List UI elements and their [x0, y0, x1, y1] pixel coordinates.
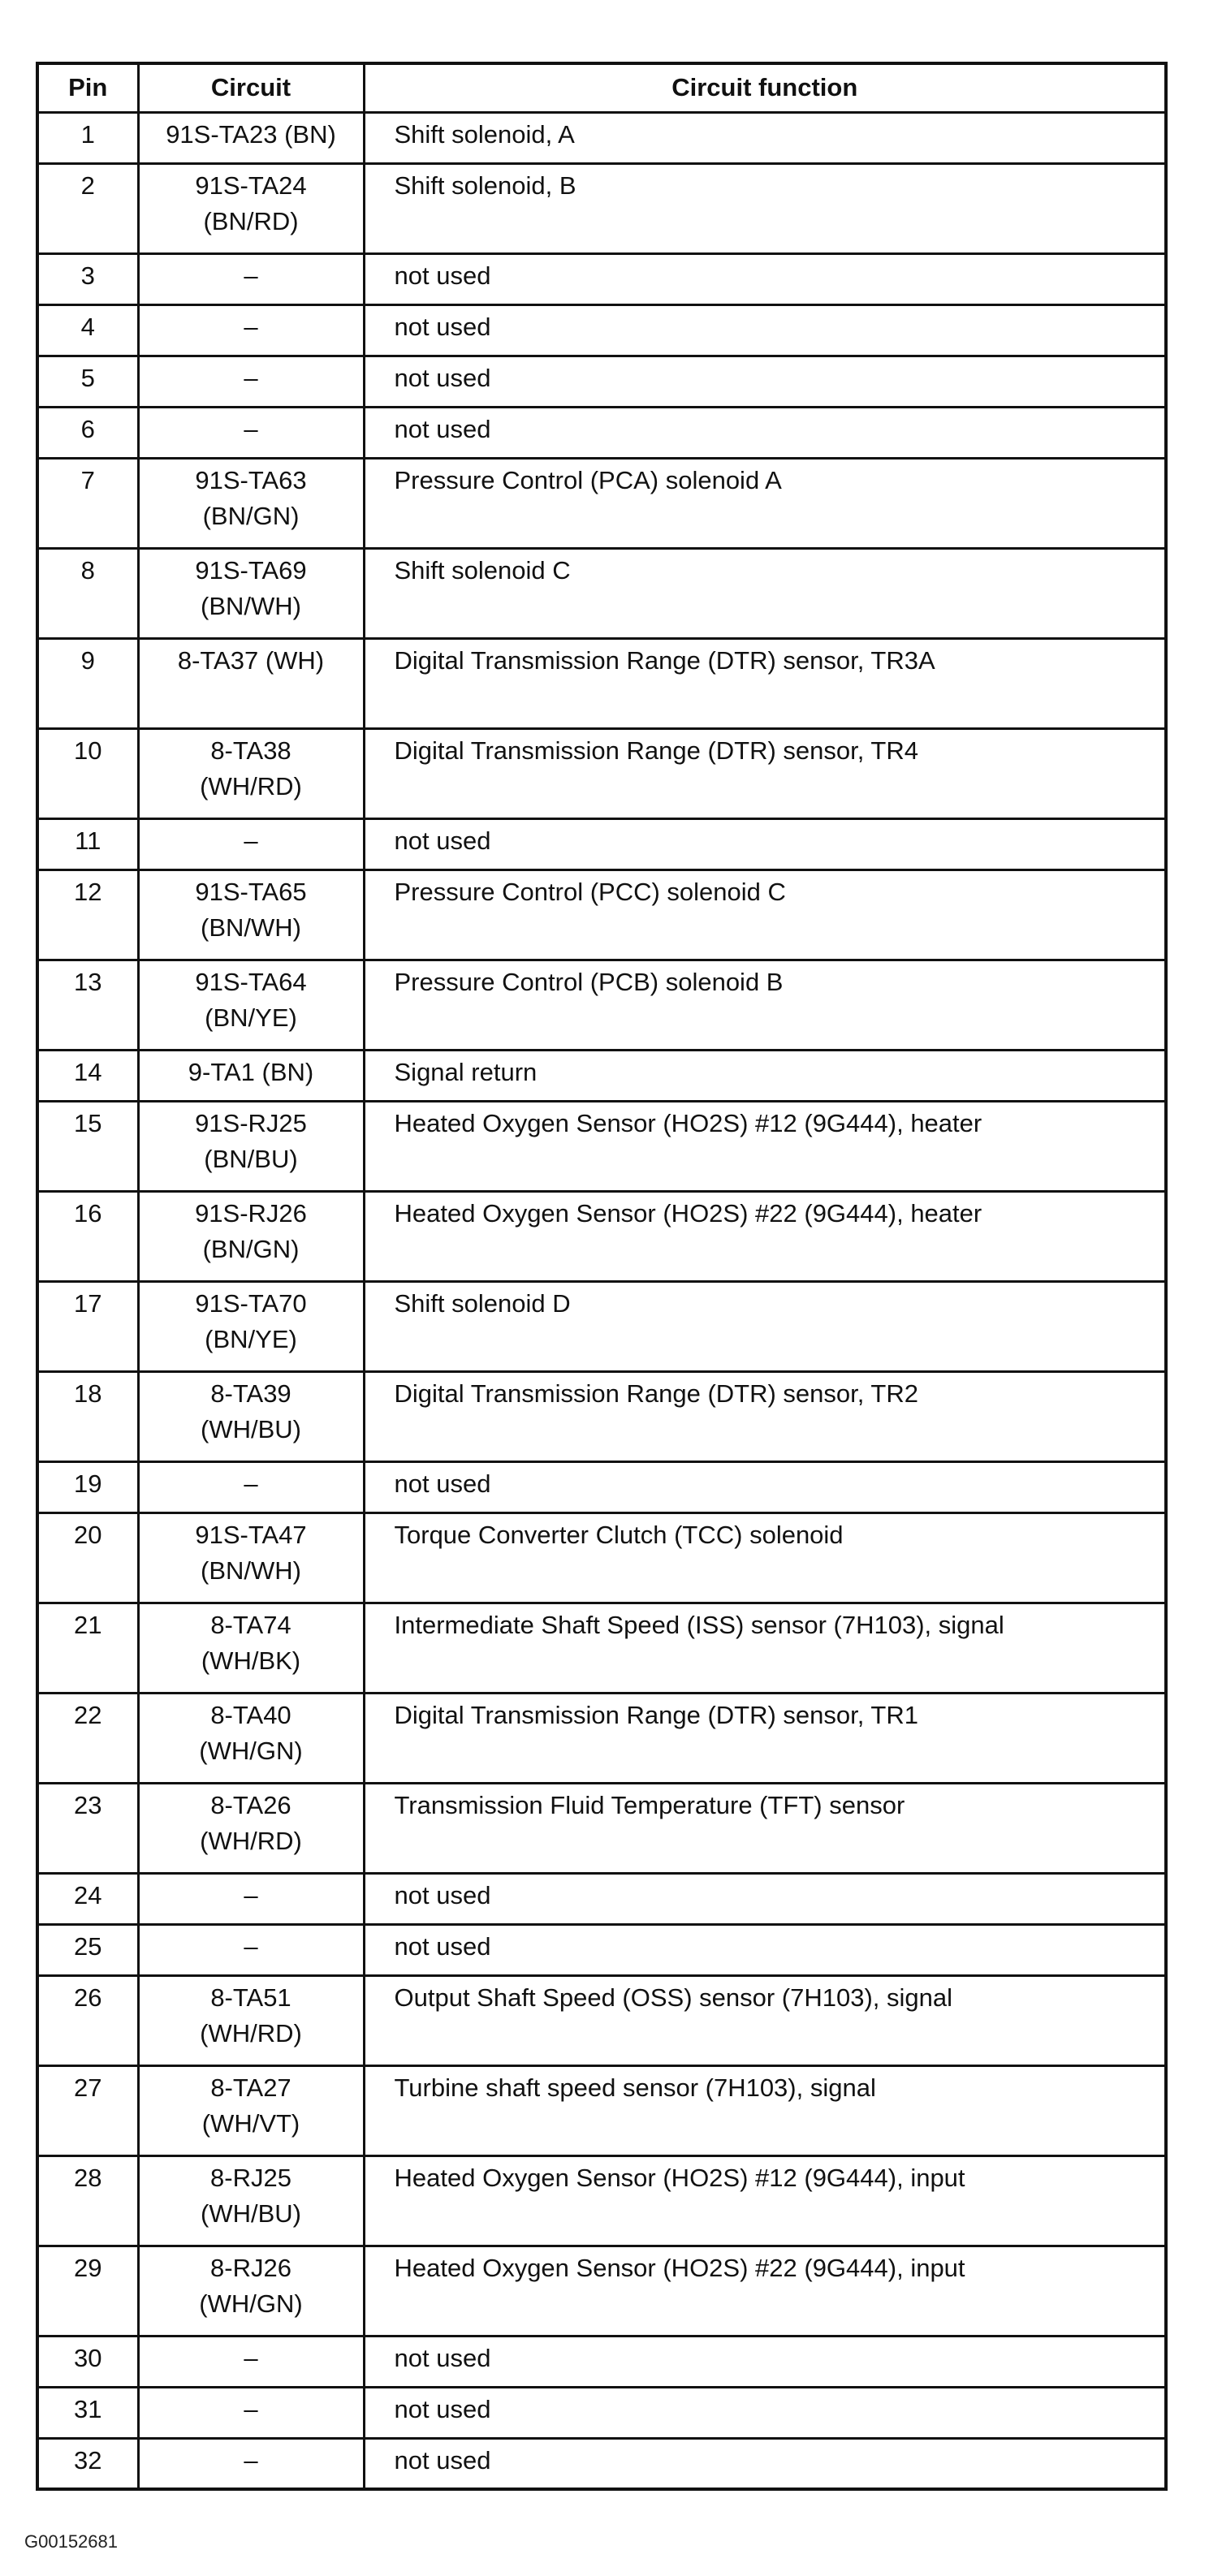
- circuit-cell: 8-TA27 (WH/VT): [138, 2065, 364, 2155]
- table-row: [37, 1873, 1166, 1924]
- pin-number-cell: 29: [37, 2246, 138, 2336]
- table-row: [37, 163, 1166, 253]
- circuit-cell: 8-TA26 (WH/RD): [138, 1783, 364, 1873]
- circuit-cell: –: [138, 1873, 364, 1924]
- table-row: [37, 2438, 1166, 2489]
- circuit-function-cell: Shift solenoid, B: [364, 163, 1166, 253]
- pin-number-cell: 24: [37, 1873, 138, 1924]
- circuit-cell: 8-TA51 (WH/RD): [138, 1975, 364, 2065]
- table-row: [37, 407, 1166, 458]
- table-row: [37, 2387, 1166, 2438]
- table-row: [37, 2336, 1166, 2387]
- table-row: [37, 1693, 1166, 1783]
- table-row: [37, 2155, 1166, 2246]
- circuit-cell: 91S-RJ25 (BN/BU): [138, 1101, 364, 1191]
- circuit-cell: 8-RJ25 (WH/BU): [138, 2155, 364, 2246]
- circuit-cell: –: [138, 304, 364, 356]
- header-pin: Pin: [37, 63, 138, 112]
- pin-number-cell: 17: [37, 1281, 138, 1371]
- circuit-function-cell: Pressure Control (PCA) solenoid A: [364, 458, 1166, 548]
- table-row: [37, 1101, 1166, 1191]
- circuit-cell: –: [138, 818, 364, 869]
- connector-pin-table: [36, 62, 1168, 2491]
- circuit-function-cell: Heated Oxygen Sensor (HO2S) #22 (9G444), input: [364, 2246, 1166, 2336]
- header-circuit: Circuit: [138, 63, 364, 112]
- circuit-cell: 8-TA39 (WH/BU): [138, 1371, 364, 1461]
- pin-number-cell: 19: [37, 1461, 138, 1512]
- table-row: [37, 2065, 1166, 2155]
- circuit-function-cell: not used: [364, 2387, 1166, 2438]
- pin-number-cell: 28: [37, 2155, 138, 2246]
- table-row: [37, 728, 1166, 818]
- pin-number-cell: 15: [37, 1101, 138, 1191]
- circuit-function-cell: Heated Oxygen Sensor (HO2S) #22 (9G444), heater: [364, 1191, 1166, 1281]
- table-row: [37, 638, 1166, 728]
- circuit-function-cell: Heated Oxygen Sensor (HO2S) #12 (9G444), heater: [364, 1101, 1166, 1191]
- pin-number-cell: 5: [37, 356, 138, 407]
- circuit-cell: 9-TA1 (BN): [138, 1050, 364, 1101]
- circuit-cell: 91S-TA70 (BN/YE): [138, 1281, 364, 1371]
- table-row: [37, 1512, 1166, 1603]
- circuit-function-cell: Heated Oxygen Sensor (HO2S) #12 (9G444), input: [364, 2155, 1166, 2246]
- table-row: [37, 960, 1166, 1050]
- circuit-function-cell: not used: [364, 407, 1166, 458]
- pin-number-cell: 4: [37, 304, 138, 356]
- table-row: [37, 1975, 1166, 2065]
- pin-number-cell: 11: [37, 818, 138, 869]
- table-row: [37, 1603, 1166, 1693]
- pin-number-cell: 3: [37, 253, 138, 304]
- circuit-function-cell: Digital Transmission Range (DTR) sensor, TR2: [364, 1371, 1166, 1461]
- pin-number-cell: 25: [37, 1924, 138, 1975]
- pin-number-cell: 21: [37, 1603, 138, 1693]
- circuit-function-cell: Signal return: [364, 1050, 1166, 1101]
- pin-number-cell: 27: [37, 2065, 138, 2155]
- pin-number-cell: 23: [37, 1783, 138, 1873]
- circuit-cell: 8-TA37 (WH): [138, 638, 364, 728]
- circuit-function-cell: Transmission Fluid Temperature (TFT) sensor: [364, 1783, 1166, 1873]
- table-row: [37, 1191, 1166, 1281]
- circuit-cell: 8-TA74 (WH/BK): [138, 1603, 364, 1693]
- pin-number-cell: 20: [37, 1512, 138, 1603]
- circuit-cell: 8-TA40 (WH/GN): [138, 1693, 364, 1783]
- circuit-function-cell: Digital Transmission Range (DTR) sensor, TR4: [364, 728, 1166, 818]
- pin-number-cell: 31: [37, 2387, 138, 2438]
- pin-number-cell: 10: [37, 728, 138, 818]
- table-row: [37, 253, 1166, 304]
- circuit-function-cell: not used: [364, 253, 1166, 304]
- table-row: [37, 356, 1166, 407]
- table-row: [37, 869, 1166, 960]
- table-row: [37, 1924, 1166, 1975]
- table-row: [37, 1281, 1166, 1371]
- circuit-function-cell: Digital Transmission Range (DTR) sensor, TR1: [364, 1693, 1166, 1783]
- circuit-cell: 91S-RJ26 (BN/GN): [138, 1191, 364, 1281]
- circuit-function-cell: Shift solenoid, A: [364, 112, 1166, 163]
- table-row: [37, 548, 1166, 638]
- circuit-function-cell: Torque Converter Clutch (TCC) solenoid: [364, 1512, 1166, 1603]
- circuit-cell: 91S-TA63 (BN/GN): [138, 458, 364, 548]
- circuit-function-cell: not used: [364, 304, 1166, 356]
- circuit-function-cell: Shift solenoid D: [364, 1281, 1166, 1371]
- circuit-cell: 91S-TA69 (BN/WH): [138, 548, 364, 638]
- circuit-function-cell: Turbine shaft speed sensor (7H103), signal: [364, 2065, 1166, 2155]
- pin-number-cell: 1: [37, 112, 138, 163]
- pin-number-cell: 14: [37, 1050, 138, 1101]
- circuit-cell: –: [138, 407, 364, 458]
- circuit-function-cell: not used: [364, 1924, 1166, 1975]
- circuit-function-cell: Digital Transmission Range (DTR) sensor, TR3A: [364, 638, 1166, 728]
- table-body: [37, 112, 1166, 2489]
- header-circuit-function: Circuit function: [364, 63, 1166, 112]
- pin-number-cell: 32: [37, 2438, 138, 2489]
- circuit-cell: –: [138, 2387, 364, 2438]
- circuit-cell: –: [138, 1924, 364, 1975]
- circuit-cell: –: [138, 356, 364, 407]
- pin-number-cell: 6: [37, 407, 138, 458]
- pin-number-cell: 2: [37, 163, 138, 253]
- circuit-cell: –: [138, 2336, 364, 2387]
- table-row: [37, 1050, 1166, 1101]
- table-row: [37, 304, 1166, 356]
- pin-number-cell: 26: [37, 1975, 138, 2065]
- figure-id-label: G00152681: [24, 2531, 118, 2552]
- circuit-function-cell: Shift solenoid C: [364, 548, 1166, 638]
- circuit-function-cell: not used: [364, 818, 1166, 869]
- pin-number-cell: 16: [37, 1191, 138, 1281]
- pin-number-cell: 8: [37, 548, 138, 638]
- pin-number-cell: 9: [37, 638, 138, 728]
- table-row: [37, 818, 1166, 869]
- circuit-cell: 91S-TA23 (BN): [138, 112, 364, 163]
- pin-number-cell: 13: [37, 960, 138, 1050]
- table-row: [37, 1371, 1166, 1461]
- circuit-cell: 8-TA38 (WH/RD): [138, 728, 364, 818]
- circuit-function-cell: not used: [364, 1461, 1166, 1512]
- circuit-cell: 91S-TA47 (BN/WH): [138, 1512, 364, 1603]
- table-row: [37, 1783, 1166, 1873]
- circuit-function-cell: Pressure Control (PCC) solenoid C: [364, 869, 1166, 960]
- circuit-cell: 91S-TA24 (BN/RD): [138, 163, 364, 253]
- pin-number-cell: 12: [37, 869, 138, 960]
- circuit-function-cell: not used: [364, 1873, 1166, 1924]
- table-row: [37, 2246, 1166, 2336]
- table-row: [37, 458, 1166, 548]
- circuit-cell: –: [138, 1461, 364, 1512]
- table-row: [37, 112, 1166, 163]
- circuit-function-cell: Pressure Control (PCB) solenoid B: [364, 960, 1166, 1050]
- table-row: [37, 1461, 1166, 1512]
- circuit-function-cell: not used: [364, 2336, 1166, 2387]
- circuit-function-cell: not used: [364, 2438, 1166, 2489]
- circuit-function-cell: Intermediate Shaft Speed (ISS) sensor (7H103), signal: [364, 1603, 1166, 1693]
- circuit-cell: –: [138, 253, 364, 304]
- pin-number-cell: 7: [37, 458, 138, 548]
- table-header-row: [37, 63, 1166, 112]
- pin-number-cell: 22: [37, 1693, 138, 1783]
- pin-number-cell: 18: [37, 1371, 138, 1461]
- circuit-cell: 8-RJ26 (WH/GN): [138, 2246, 364, 2336]
- pin-number-cell: 30: [37, 2336, 138, 2387]
- circuit-cell: –: [138, 2438, 364, 2489]
- circuit-function-cell: not used: [364, 356, 1166, 407]
- circuit-function-cell: Output Shaft Speed (OSS) sensor (7H103), signal: [364, 1975, 1166, 2065]
- circuit-cell: 91S-TA65 (BN/WH): [138, 869, 364, 960]
- circuit-cell: 91S-TA64 (BN/YE): [138, 960, 364, 1050]
